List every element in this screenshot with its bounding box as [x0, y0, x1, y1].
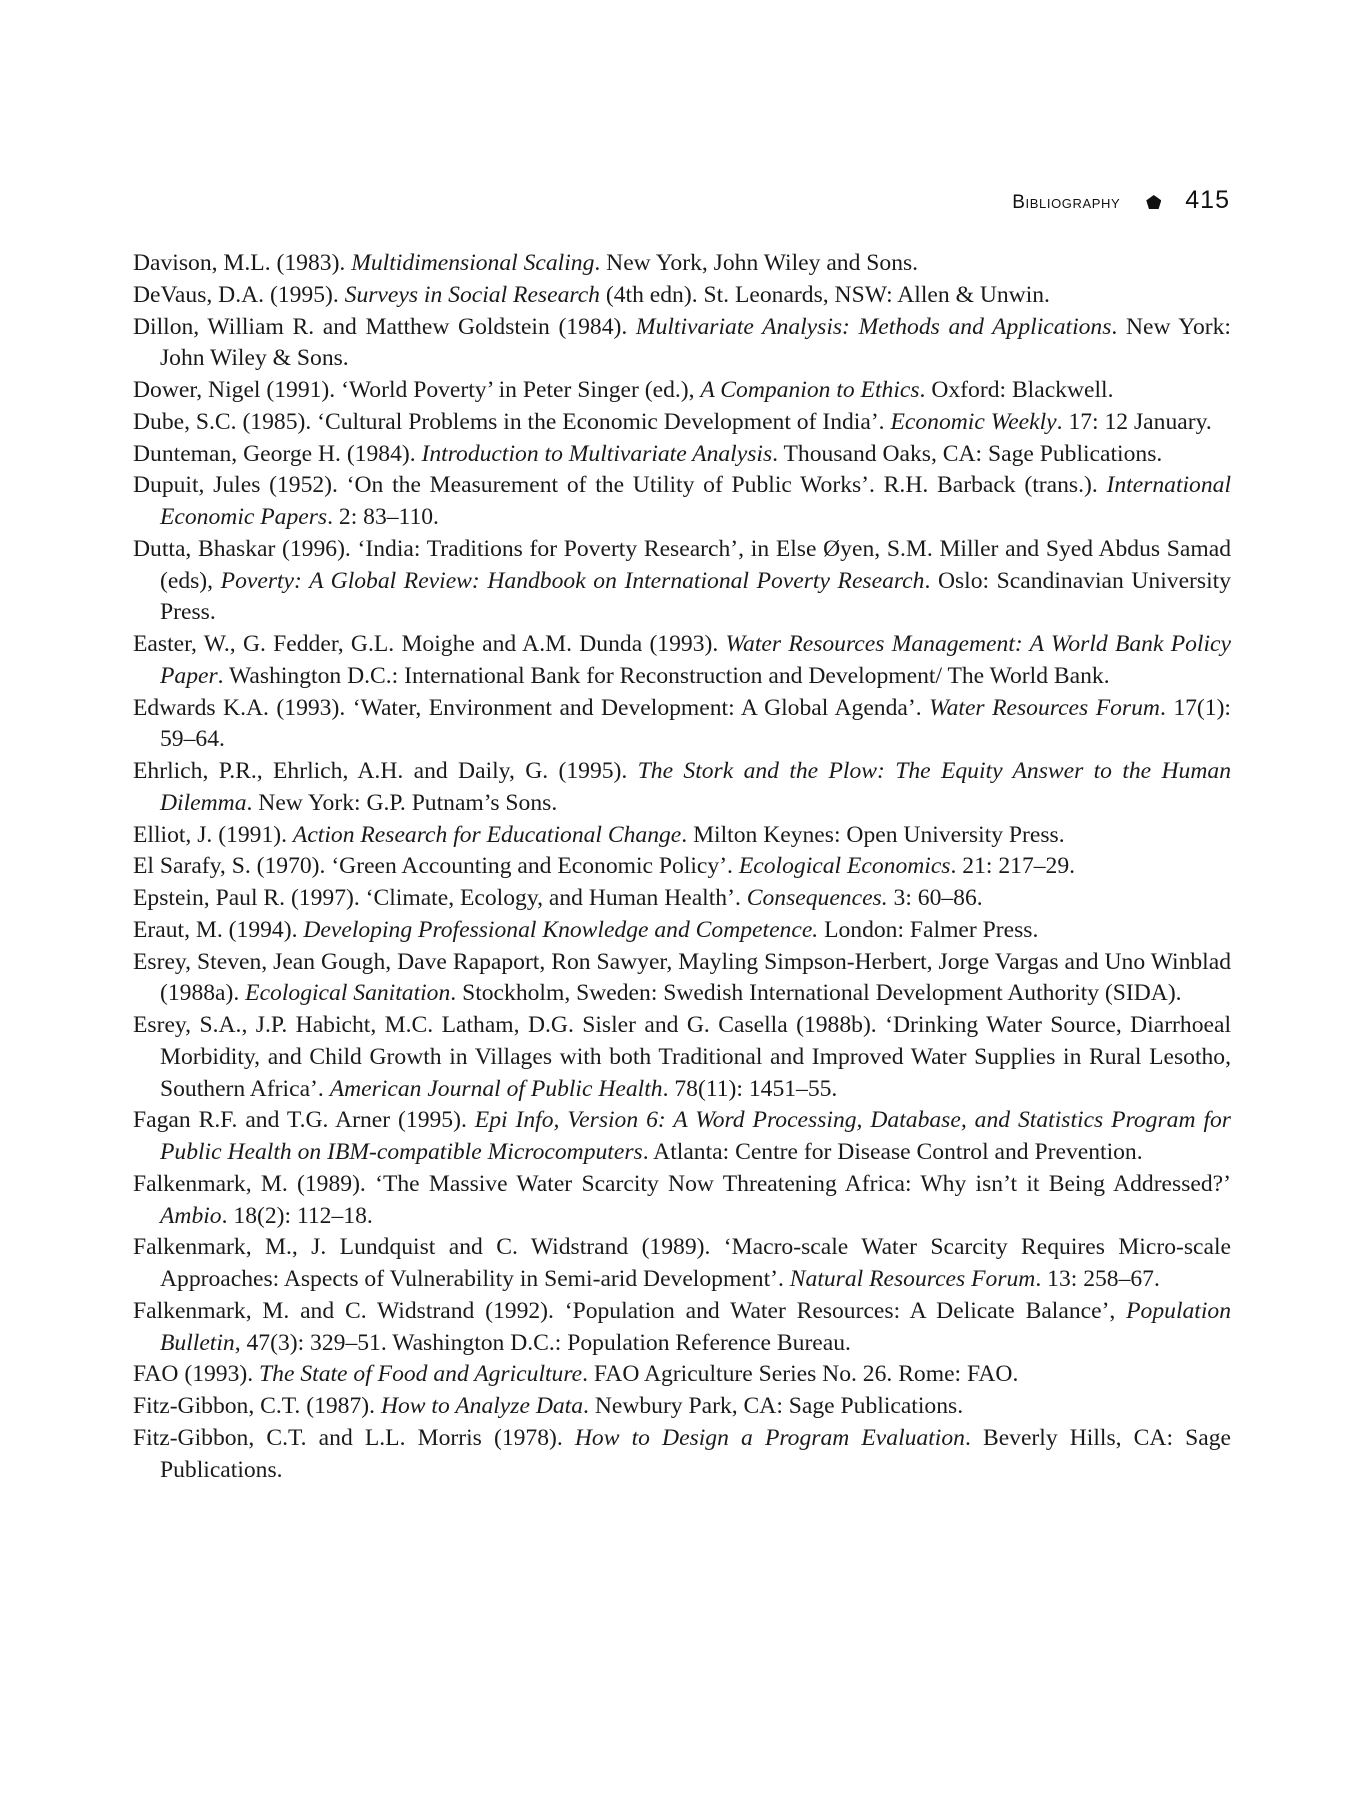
- work-title: Water Resources Forum: [929, 694, 1160, 721]
- bib-entry: Davison, M.L. (1983). Multidimensional Scaling. New York, John Wiley and Sons.: [133, 250, 919, 276]
- work-title: Developing Professional Knowledge and Competence.: [303, 916, 819, 943]
- bib-entry: Dube, S.C. (1985). ‘Cultural Problems in the Economic Development of India’. Economic Weekly. 17: 12 January.: [133, 408, 1212, 435]
- work-title: The Stork and the Plow: The Equity Answer to the Human Dilemma: [160, 758, 1231, 816]
- work-title: Multivariate Analysis: Methods and Applications: [635, 313, 1112, 340]
- bib-entry: Edwards K.A. (1993). ‘Water, Environment and Development: A Global Agenda’. Water Resources Forum. 17(1): 59–64.: [133, 694, 1231, 753]
- bib-entry: Dower, Nigel (1991). ‘World Poverty’ in Peter Singer (ed.), A Companion to Ethics. Oxford: Blackwell.: [133, 377, 1114, 403]
- work-title: Consequences.: [746, 885, 888, 911]
- work-title: Poverty: A Global Review: Handbook on International Poverty Research: [220, 567, 925, 594]
- bib-entry: Dunteman, George H. (1984). Introduction to Multivariate Analysis. Thousand Oaks, CA: Sage Publications.: [133, 440, 1163, 467]
- bib-entry: Falkenmark, M. and C. Widstrand (1992). ‘Population and Water Resources: A Delicate Balance’, Population Bulletin, 47(3): 329–51. Washington D.C.: Population Reference Bureau.: [133, 1297, 1231, 1356]
- bib-entry: Easter, W., G. Fedder, G.L. Moighe and A.M. Dunda (1993). Water Resources Management: A World Bank Policy Paper. Washington D.C.: International Bank for Reconstruction and Development/ The World Bank.: [133, 631, 1231, 689]
- bib-entry: Esrey, S.A., J.P. Habicht, M.C. Latham, D.G. Sisler and G. Casella (1988b). ‘Drinking Water Source, Diarrhoeal Morbidity, and Child Growth in Villages with both Traditional and Improved Water Supplies in Rural Lesotho, Southern Africa’. American Journal of Public Health. 78(11): 1451–55.: [133, 1012, 1231, 1102]
- bib-entry: Fagan R.F. and T.G. Arner (1995). Epi Info, Version 6: A Word Processing, Database, and Statistics Program for Public Health on IBM-compatible Microcomputers. Atlanta: Centre for Disease Control and Prevention.: [133, 1107, 1231, 1165]
- bib-entry: Esrey, Steven, Jean Gough, Dave Rapaport, Ron Sawyer, Mayling Simpson-Herbert, Jorge Vargas and Uno Winblad (1988a). Ecological Sanitation. Stockholm, Sweden: Swedish International Development Authority (SIDA).: [133, 948, 1231, 1007]
- work-title: Water Resources Management: A World Bank Policy Paper: [160, 631, 1231, 689]
- bib-entry: Elliot, J. (1991). Action Research for Educational Change. Milton Keynes: Open University Press.: [133, 821, 1065, 848]
- bib-entry: El Sarafy, S. (1970). ‘Green Accounting and Economic Policy’. Ecological Economics. 21: 217–29.: [133, 853, 1076, 880]
- bib-entry: Epstein, Paul R. (1997). ‘Climate, Ecology, and Human Health’. Consequences. 3: 60–86.: [133, 885, 983, 911]
- work-title: Epi Info, Version 6: A Word Processing, Database, and Statistics Program for Public Health on IBM-compatible Microcomputers: [160, 1107, 1231, 1165]
- bib-entry: Dillon, William R. and Matthew Goldstein (1984). Multivariate Analysis: Methods and Applications. New York: John Wiley & Sons.: [133, 313, 1231, 372]
- bib-entry: Eraut, M. (1994). Developing Professional Knowledge and Competence. London: Falmer Press.: [133, 916, 1039, 943]
- work-title: International Economic Papers: [160, 472, 1231, 530]
- work-title: Surveys in Social Research: [344, 281, 600, 308]
- work-title: Ecological Sanitation: [245, 980, 451, 1007]
- bib-entry: Falkenmark, M., J. Lundquist and C. Widstrand (1989). ‘Macro-scale Water Scarcity Requires Micro-scale Approaches: Aspects of Vulnerability in Semi-arid Development’. Natural Resources Forum. 13: 258–67.: [133, 1234, 1231, 1292]
- bib-entry: Falkenmark, M. (1989). ‘The Massive Water Scarcity Now Threatening Africa: Why isn’t it Being Addressed?’ Ambio. 18(2): 112–18.: [133, 1170, 1231, 1229]
- work-title: Natural Resources Forum: [789, 1266, 1036, 1292]
- work-title: Ecological Economics: [738, 853, 951, 880]
- bibliography-list: [133, 248, 1231, 1486]
- work-title: Introduction to Multivariate Analysis: [421, 440, 773, 467]
- bib-entry: DeVaus, D.A. (1995). Surveys in Social Research (4th edn). St. Leonards, NSW: Allen & Unwin.: [133, 281, 1050, 308]
- work-title: American Journal of Public Health: [329, 1075, 663, 1102]
- work-title: How to Design a Program Evaluation: [574, 1424, 965, 1451]
- work-title: Economic Weekly: [890, 408, 1057, 435]
- bib-entry: FAO (1993). The State of Food and Agriculture. FAO Agriculture Series No. 26. Rome: FAO.: [133, 1361, 1019, 1388]
- work-title: The State of Food and Agriculture: [259, 1361, 583, 1388]
- section-title: Bibliography: [1012, 192, 1121, 213]
- work-title: Population Bulletin: [160, 1297, 1231, 1356]
- work-title: Ambio: [160, 1202, 222, 1229]
- bib-entry: Ehrlich, P.R., Ehrlich, A.H. and Daily, G. (1995). The Stork and the Plow: The Equity Answer to the Human Dilemma. New York: G.P. Putnam’s Sons.: [133, 758, 1231, 816]
- bib-entry: Fitz-Gibbon, C.T. and L.L. Morris (1978). How to Design a Program Evaluation. Beverly Hills, CA: Sage Publications.: [133, 1424, 1231, 1483]
- pentagon-bullet-icon: [1146, 195, 1161, 209]
- bib-entry: Dupuit, Jules (1952). ‘On the Measurement of the Utility of Public Works’. R.H. Barback (trans.). International Economic Papers. 2: 83–110.: [133, 472, 1231, 530]
- running-head: [1012, 186, 1230, 215]
- work-title: Action Research for Educational Change: [292, 821, 682, 848]
- page-number: 415: [1185, 186, 1230, 214]
- bib-entry: Fitz-Gibbon, C.T. (1987). How to Analyze Data. Newbury Park, CA: Sage Publications.: [133, 1393, 964, 1419]
- work-title: A Companion to Ethics: [700, 377, 920, 403]
- work-title: How to Analyze Data: [380, 1393, 584, 1419]
- work-title: Multidimensional Scaling: [351, 250, 595, 276]
- bib-entry: Dutta, Bhaskar (1996). ‘India: Traditions for Poverty Research’, in Else Øyen, S.M. Miller and Syed Abdus Samad (eds), Poverty: A Global Review: Handbook on International Poverty Research. Oslo: Scandinavian University Press.: [133, 535, 1231, 626]
